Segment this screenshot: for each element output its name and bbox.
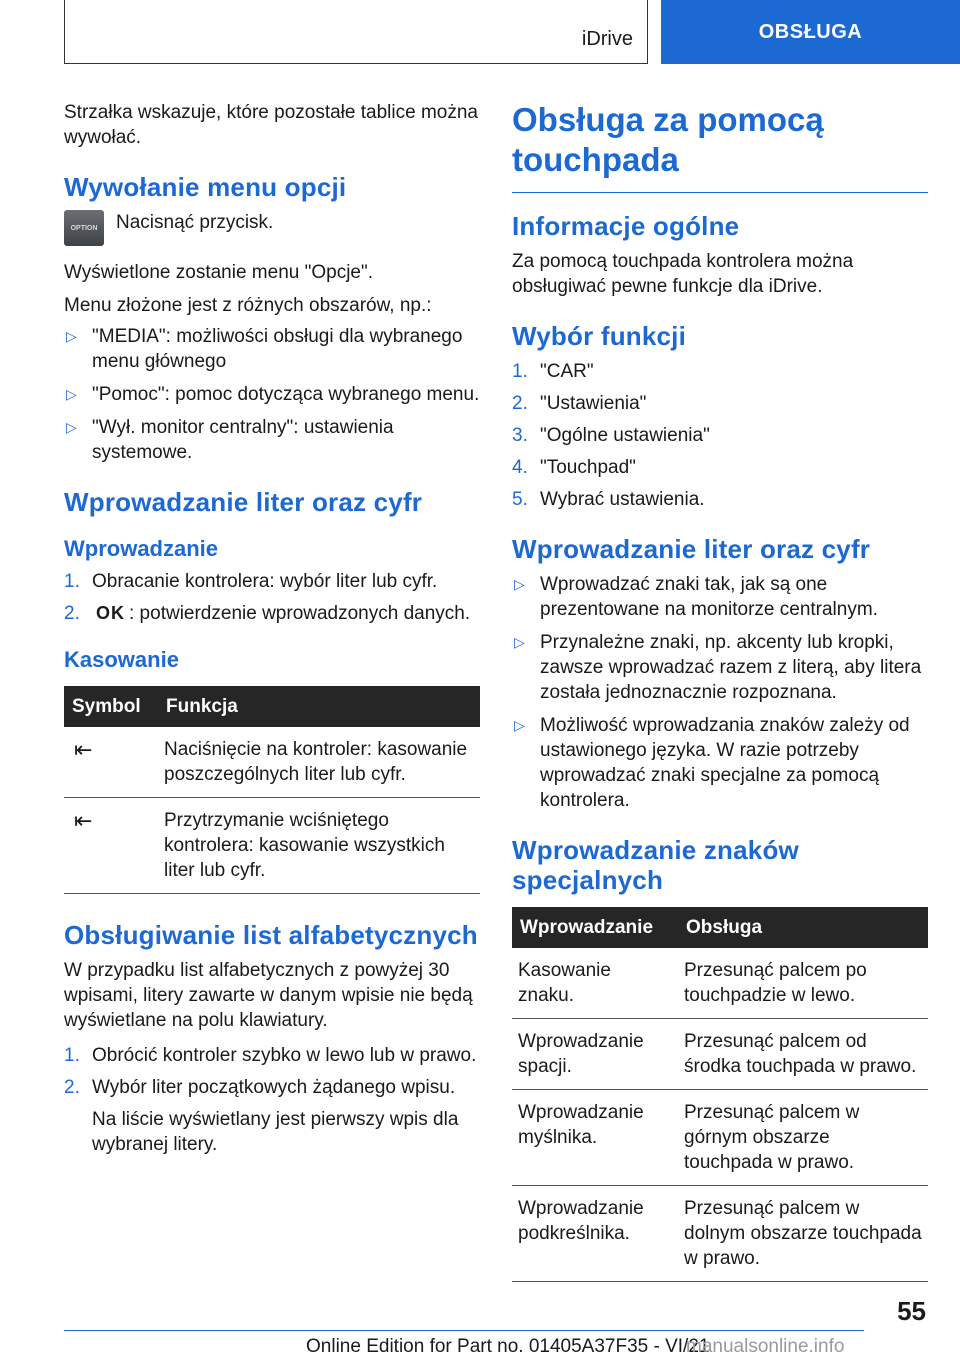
triangle-bullet-icon: ▷ [514, 634, 525, 650]
touchpad-bullet-list [512, 572, 928, 813]
table-row [512, 1019, 928, 1090]
list-item: 2. Wybór liter początkowych żądanego wpisu. [64, 1077, 456, 1098]
heading-options-menu: Wywołanie menu opcji [64, 172, 347, 202]
special-chars-table [512, 907, 928, 1282]
triangle-bullet-icon: ▷ [66, 419, 77, 435]
ok-icon: OK [96, 603, 125, 623]
table-cell: Wprowadzanie podkreślnika. [512, 1186, 678, 1282]
options-bullet-list [64, 324, 480, 465]
heading-rule [512, 192, 928, 193]
heading-letters-digits-touchpad: Wprowadzanie liter oraz cyfr [512, 534, 871, 564]
list-item: ▷ Przynależne znaki, np. akcenty lub kropki, zawsze wprowadzać razem z literą, aby litera została jednoznacznie rozpoznana. [514, 632, 922, 703]
heading-touchpad: Obsługa za pomocą touchpada [512, 101, 824, 178]
triangle-bullet-icon: ▷ [514, 717, 525, 733]
delete-icon: ⇤ [64, 798, 158, 894]
list-item: 1. Obracanie kontrolera: wybór liter lub cyfr. [64, 571, 438, 592]
menu-consists-text: Menu złożone jest z różnych obszarów, np.: [64, 295, 432, 316]
table-cell: Przytrzymanie wciśniętego kontrolera: kasowanie wszystkich liter lub cyfr. [158, 798, 480, 894]
table-header: Obsługa [678, 907, 928, 948]
heading-input: Wprowadzanie [64, 536, 219, 561]
footer-rule [64, 1330, 864, 1331]
list-item: 2. "Ustawienia" [512, 393, 647, 414]
list-item: 1. "CAR" [512, 361, 594, 382]
menu-shown-text: Wyświetlone zostanie menu "Opcje". [64, 262, 374, 283]
input-steps [64, 569, 480, 626]
table-header: Funkcja [158, 686, 480, 727]
heading-select-function: Wybór funkcji [512, 321, 687, 351]
list-item: ▷ Możliwość wprowadzania znaków zależy od ustawionego języka. W razie potrzeby wprowadzać znaki specjalne za pomocą kontrolera. [514, 715, 910, 811]
table-row [512, 948, 928, 1019]
list-item: 4. "Touchpad" [512, 457, 636, 478]
list-item: 2. OK : potwierdzenie wprowadzonych danych. [64, 603, 471, 624]
section-title: iDrive [581, 28, 633, 50]
heading-letters-digits: Wprowadzanie liter oraz cyfr [64, 487, 423, 517]
left-column [64, 100, 480, 1157]
list-item: ▷ Wprowadzać znaki tak, jak są one prezentowane na monitorze centralnym. [514, 574, 878, 620]
edition-text: Online Edition for Part no. 01405A37F35 - VI/21 [306, 1336, 710, 1357]
lists-steps [64, 1043, 480, 1100]
list-item: 5. Wybrać ustawienia. [512, 489, 705, 510]
table-header: Wprowadzanie [512, 907, 678, 948]
triangle-bullet-icon: ▷ [514, 576, 525, 592]
table-cell: Wprowadzanie myślnika. [512, 1090, 678, 1186]
general-text: Za pomocą touchpada kontrolera można obsługiwać pewne funkcje dla iDrive. [512, 251, 854, 297]
table-cell: Kasowanie znaku. [512, 948, 678, 1019]
list-item: ▷ "MEDIA": możliwości obsługi dla wybranego menu głównego [66, 326, 463, 372]
header-frame [64, 0, 648, 64]
option-instruction [64, 210, 480, 246]
intro-text: Strzałka wskazuje, które pozostałe tablice można wywołać. [64, 102, 478, 148]
table-cell: Przesunąć palcem od środka touchpada w prawo. [678, 1019, 928, 1090]
table-row [64, 727, 480, 798]
lists-note: Na liście wyświetlany jest pierwszy wpis dla wybranej litery. [92, 1109, 459, 1155]
table-cell: Przesunąć palcem w dolnym obszarze touchpada w prawo. [678, 1186, 928, 1282]
table-cell: Przesunąć palcem po touchpadzie w lewo. [678, 948, 928, 1019]
table-cell: Przesunąć palcem w górnym obszarze touchpada w prawo. [678, 1090, 928, 1186]
heading-delete: Kasowanie [64, 647, 179, 672]
list-item: ▷ "Pomoc": pomoc dotycząca wybranego menu. [66, 384, 480, 405]
delete-icon: ⇤ [64, 727, 158, 798]
page-number: 55 [897, 1296, 926, 1326]
option-button-icon: OPTION [64, 210, 104, 246]
watermark: manualsonline.info [686, 1336, 845, 1357]
heading-special-chars: Wprowadzanie znaków specjalnych [512, 835, 799, 895]
triangle-bullet-icon: ▷ [66, 386, 77, 402]
table-row [64, 798, 480, 894]
select-steps [512, 359, 928, 512]
table-row [512, 1090, 928, 1186]
table-cell: Wprowadzanie spacji. [512, 1019, 678, 1090]
list-item: 1. Obrócić kontroler szybko w lewo lub w prawo. [64, 1045, 477, 1066]
heading-general: Informacje ogólne [512, 211, 740, 241]
triangle-bullet-icon: ▷ [66, 328, 77, 344]
table-header: Symbol [64, 686, 158, 727]
chapter-tab[interactable]: OBSŁUGA [661, 0, 960, 64]
table-cell: Naciśnięcie na kontroler: kasowanie poszczególnych liter lub cyfr. [158, 727, 480, 798]
heading-alphabetic-lists: Obsługiwanie list alfabetycznych [64, 920, 478, 950]
list-item: ▷ "Wył. monitor centralny": ustawienia systemowe. [66, 417, 394, 463]
table-row [512, 1186, 928, 1282]
right-column [512, 100, 928, 1282]
list-item: 3. "Ogólne ustawienia" [512, 425, 710, 446]
lists-text: W przypadku list alfabetycznych z powyżej 30 wpisami, litery zawarte w danym wpisie nie będą wyświetlane na polu klawiatury. [64, 960, 473, 1031]
delete-table [64, 686, 480, 894]
option-press-text: Nacisnąć przycisk. [116, 212, 274, 233]
